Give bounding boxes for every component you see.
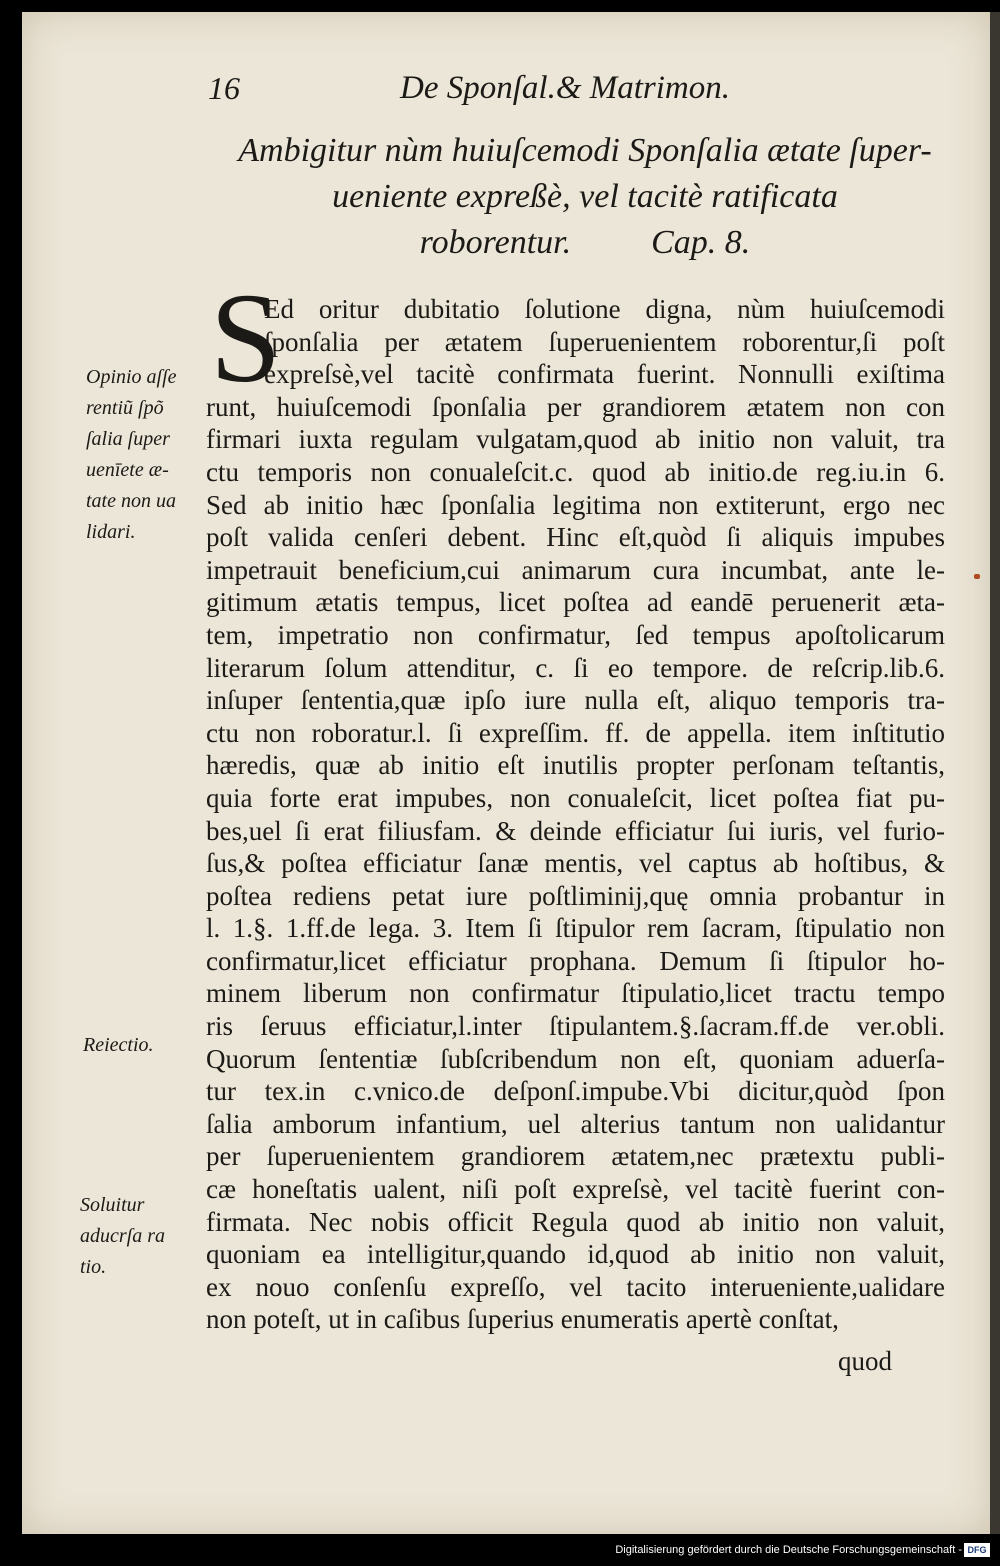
chapter-heading-line-2: ueniente expreßè, vel tacitè ratificata — [332, 178, 838, 215]
text-line-content: non poteſt, ut in caſibus ſuperius enumeratis apertè conſtat, — [206, 1304, 839, 1335]
text-line — [0, 749, 1000, 782]
text-line-content: ris ſeruus efficiatur,l.inter ſtipulantem.§.ſacram.ff.de ver.obli. — [206, 1011, 945, 1042]
chapter-heading-line-1: Ambigitur nùm huiuſcemodi Sponſalia ætate ſuper- — [238, 132, 932, 169]
text-line-content: poſtea rediens petat iure poſtliminij,quę omnia probantur in — [206, 880, 945, 911]
text-line-content: Ed oritur dubitatio ſolutione digna, nùm huiuſcemodi — [264, 294, 945, 324]
text-line-content: Sed ab initio hæc ſponſalia legitima non extiterunt, ergo nec — [206, 489, 945, 520]
margin-note-line: rentiũ ſpõ — [86, 397, 164, 419]
text-line-content: minem liberum non confirmatur ſtipulatio,licet tractu tempo — [206, 978, 945, 1009]
text-line — [0, 717, 1000, 750]
text-line-content: ex nouo conſenſu expreſſo, vel tacito interueniente,ualidare — [206, 1271, 945, 1302]
text-line — [0, 782, 1000, 815]
page-number: 16 — [208, 70, 240, 106]
dfg-logo: DFG — [964, 1543, 990, 1557]
chapter-heading-line-3-text: roborentur. — [419, 224, 572, 261]
margin-note-line: Soluitur — [80, 1194, 145, 1216]
text-line-content: cæ honeſtatis ualent, niſi poſt expreſsè, vel tacitè fuerint con- — [206, 1174, 945, 1205]
text-line — [0, 847, 1000, 880]
text-line-content: gitimum ætatis tempus, licet poſtea ad eandē peruenerit æta- — [206, 587, 945, 618]
text-line — [0, 1140, 1000, 1173]
running-title: De Sponſal.& Matrimon. — [400, 70, 730, 106]
text-line — [0, 326, 1000, 359]
text-line — [0, 293, 1000, 326]
text-line-content: ctu temporis non conualeſcit.c. quod ab initio.de reg.iu.in 6. — [206, 456, 945, 487]
text-line — [0, 912, 1000, 945]
text-line — [0, 880, 1000, 913]
catchword: quod — [838, 1346, 892, 1376]
text-line-content: ſponſalia per ætatem ſuperuenientem roborentur,ſi poſt — [264, 326, 945, 357]
text-line-content: quoniam ea intelligitur,quando id,quod ab initio non valuit, — [206, 1239, 945, 1270]
text-line-content: literarum ſolum attenditur, c. ſi eo tempore. de reſcrip.lib.6. — [206, 652, 945, 683]
text-line — [0, 945, 1000, 978]
text-line-content: tur tex.in c.vnico.de deſponſ.impube.Vbi dicitur,quòd ſpon — [206, 1076, 945, 1107]
margin-note-line: Reiectio. — [83, 1034, 154, 1056]
margin-note-line: tio. — [80, 1256, 107, 1278]
chapter-number: Cap. 8. — [651, 224, 751, 261]
margin-note-opinio — [86, 362, 177, 548]
text-line-content: quia forte erat impubes, non conualeſcit, licet poſtea fiat pu- — [206, 782, 945, 813]
drop-cap: S — [210, 267, 282, 409]
margin-note-line: uenīete æ- — [86, 459, 169, 481]
text-line — [0, 652, 1000, 685]
text-line-content: l. 1.§. 1.ff.de lega. 3. Item ſi ſtipulor rem ſacram, ſtipulatio non — [206, 913, 945, 944]
text-line — [0, 1108, 1000, 1141]
chapter-heading — [205, 128, 965, 266]
text-line-content: firmata. Nec nobis officit Regula quod ab initio non valuit, — [206, 1206, 945, 1237]
margin-note-line: Opinio aſſe — [86, 366, 177, 388]
text-line-content: impetrauit beneficium,cui animarum cura incumbat, ante le- — [206, 554, 945, 585]
text-line — [0, 684, 1000, 717]
text-line — [0, 815, 1000, 848]
text-line — [0, 977, 1000, 1010]
text-line — [0, 619, 1000, 652]
text-line-content: firmari iuxta regulam vulgatam,quod ab initio non valuit, tra — [206, 424, 945, 455]
text-line-content: hæredis, quæ ab initio eſt inutilis propter perſonam teſtantis, — [206, 750, 945, 781]
text-line — [0, 1075, 1000, 1108]
margin-note-line: lidari. — [86, 521, 136, 543]
text-line-content: runt, huiuſcemodi ſponſalia per grandiorem ætatem non con — [206, 391, 945, 422]
margin-note-soluitur — [80, 1190, 165, 1283]
text-line-content: Quorum ſententiæ ſubſcribendum non eſt, quoniam aduerſa- — [206, 1043, 945, 1074]
chapter-heading-line-3 — [205, 220, 965, 266]
margin-note-line: ſalia ſuper — [86, 428, 170, 450]
text-line-content: ſus,& poſtea efficiatur ſanæ mentis, vel captus ab hoſtibus, & — [206, 848, 945, 879]
margin-note-line: tate non ua — [86, 490, 176, 512]
text-line-content: expreſsè,vel tacitè confirmata fuerint. Nonnulli exiſtima — [264, 359, 945, 390]
text-line-content: bes,uel ſi erat filiusfam. & deinde efficiatur ſui iuris, vel furio- — [206, 815, 945, 846]
text-line-content: inſuper ſententia,quæ ipſo iure nulla eſt, aliquo temporis tra- — [206, 685, 945, 716]
text-line-content: ctu non roboratur.l. ſi expreſſim. ff. de appella. item inſtitutio — [206, 717, 945, 748]
text-line-content: tem, impetratio non confirmatur, ſed tempus apoſtolicarum — [206, 619, 945, 650]
text-line — [0, 1303, 1000, 1336]
text-line-content: ſalia amborum infantium, uel alterius tantum non ualidantur — [206, 1108, 945, 1139]
margin-note-reiectio — [83, 1030, 154, 1061]
text-line-content: poſt valida cenſeri debent. Hinc eſt,quòd ſi aliquis impubes — [206, 522, 945, 553]
margin-note-line: aducrſa ra — [80, 1225, 165, 1247]
text-line-content: per ſuperuenientem grandiorem ætatem,nec prætextu publi- — [206, 1141, 945, 1172]
text-line-content: confirmatur,licet efficiatur prophana. Demum ſi ſtipulor ho- — [206, 945, 945, 976]
footer-credit: Digitalisierung gefördert durch die Deutsche Forschungsgemeinschaft - — [615, 1544, 962, 1556]
text-line — [0, 586, 1000, 619]
text-line — [0, 554, 1000, 587]
